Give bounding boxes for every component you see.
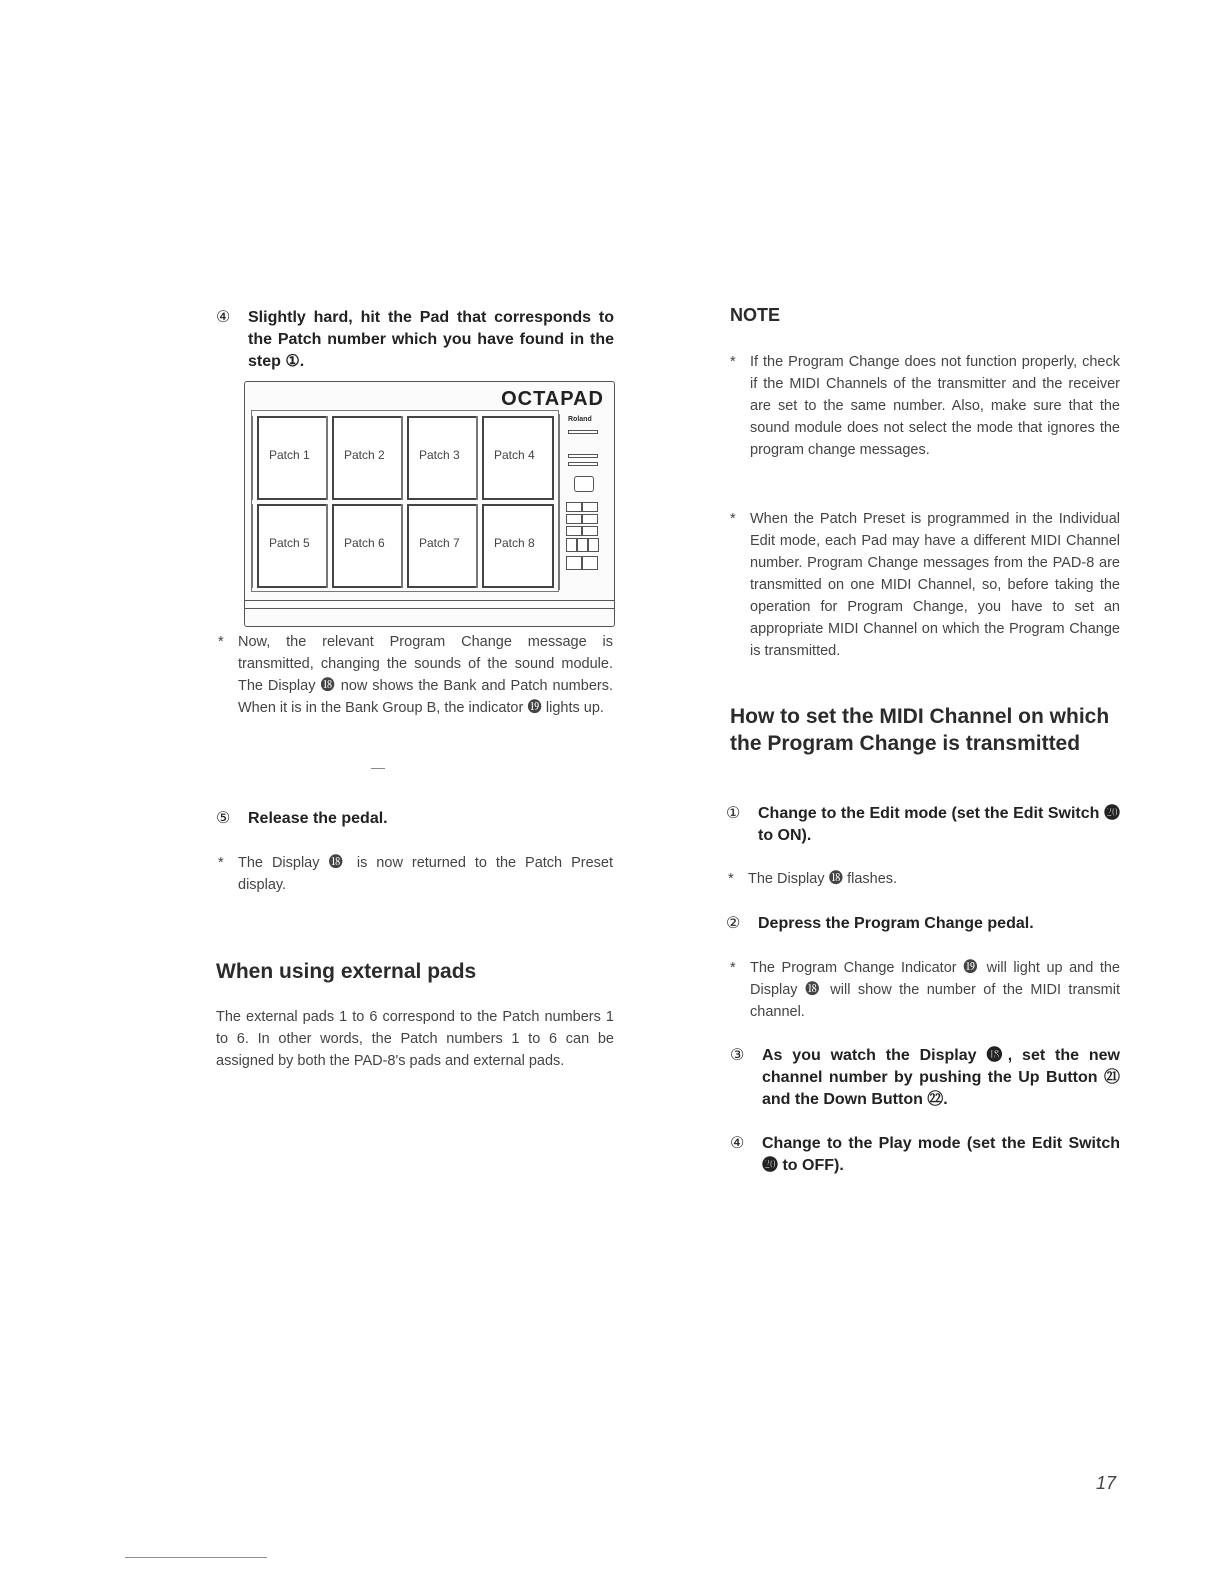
step-text: Change to the Play mode (set the Edit Switch ⓴ to OFF). xyxy=(762,1135,1120,1174)
note-title: NOTE xyxy=(730,305,781,325)
button-icon xyxy=(566,538,577,552)
note-midi-channels xyxy=(730,351,1120,461)
note-program-change-sent xyxy=(218,631,613,719)
step-1-instruction xyxy=(726,803,1120,847)
pad-label: Patch 3 xyxy=(419,448,460,462)
pad-label: Patch 1 xyxy=(269,448,310,462)
pad-label: Patch 6 xyxy=(344,536,385,550)
note-display-flashes xyxy=(728,868,1120,890)
external-pads-paragraph: The external pads 1 to 6 correspond to the Patch numbers 1 to 6. In other words, the Patch numbers 1 to 6 can be assigned by both the PAD-8's pads and external pads. xyxy=(216,1009,614,1069)
note-individual-edit xyxy=(730,508,1120,662)
button-icon xyxy=(582,556,598,570)
note-text: The Display ⓲ flashes. xyxy=(748,871,898,887)
page-number: 17 xyxy=(1096,1473,1117,1493)
display-window-icon xyxy=(574,476,594,492)
step-text: Change to the Edit mode (set the Edit Switch ⓴ to ON). xyxy=(758,805,1120,844)
note-text: The Display ⓲ is now returned to the Patch Preset display. xyxy=(238,855,613,893)
pad-patch-1 xyxy=(257,416,329,500)
button-icon xyxy=(577,538,588,552)
bullet-star: * xyxy=(218,634,224,650)
step-text: As you watch the Display ⓲, set the new channel number by pushing the Up Button ㉑ and the Down Button ㉒. xyxy=(762,1047,1120,1108)
step-number: ③ xyxy=(730,1047,745,1064)
step-4-instruction xyxy=(216,307,614,373)
pad-patch-7 xyxy=(407,504,479,588)
step-number: ⑤ xyxy=(216,810,231,827)
pad-label: Patch 4 xyxy=(494,448,535,462)
pad-label: Patch 5 xyxy=(269,536,310,550)
button-icon xyxy=(582,526,598,536)
bullet-star: * xyxy=(730,511,736,527)
control-panel xyxy=(559,414,600,590)
note-text: If the Program Change does not function properly, check if the MIDI Channels of the transmitter and the receiver are set to the same number. Also, make sure that the sound module does not select the mode that ignores the program change messages. xyxy=(750,354,1120,458)
mini-display xyxy=(568,430,598,434)
step-number: ④ xyxy=(730,1135,745,1152)
step-4-play-mode xyxy=(730,1133,1120,1177)
button-icon xyxy=(566,502,582,512)
device-base-line xyxy=(245,600,614,601)
button-icon xyxy=(588,538,599,552)
note-indicator-lights xyxy=(730,957,1120,1023)
roland-logo: Roland xyxy=(568,416,592,423)
footer-rule xyxy=(125,1557,267,1558)
pad-patch-6 xyxy=(332,504,404,588)
button-icon xyxy=(566,556,582,570)
mini-display xyxy=(568,454,598,458)
bullet-star: * xyxy=(728,871,734,887)
note-text: The Program Change Indicator ⓳ will light up and the Display ⓲ will show the number of the MIDI transmit channel. xyxy=(750,960,1120,1020)
step-5-instruction xyxy=(216,808,614,830)
button-icon xyxy=(582,502,598,512)
step-2-instruction xyxy=(726,913,1120,935)
pad-label: Patch 7 xyxy=(419,536,460,550)
bullet-star: * xyxy=(218,855,224,871)
octapad-illustration xyxy=(244,381,615,627)
pad-patch-5 xyxy=(257,504,329,588)
step-text: Release the pedal. xyxy=(248,810,388,827)
step-3-instruction xyxy=(730,1045,1120,1111)
pad-patch-8 xyxy=(482,504,554,588)
note-text: Now, the relevant Program Change message is transmitted, changing the sounds of the sound module. The Display ⓲ now shows the Bank and Patch numbers. When it is in the Bank Group B, the indicator ⓳ lights up. xyxy=(238,634,613,716)
button-icon xyxy=(566,526,582,536)
step-text: Depress the Program Change pedal. xyxy=(758,915,1034,932)
step-number: ④ xyxy=(216,309,231,326)
button-icon xyxy=(582,514,598,524)
octapad-logo: OCTAPAD xyxy=(501,388,604,410)
mini-display xyxy=(568,462,598,466)
pad-patch-3 xyxy=(407,416,479,500)
bullet-star: * xyxy=(730,354,736,370)
section-heading-midi-channel: How to set the MIDI Channel on which the Program Change is transmitted xyxy=(730,705,1110,755)
pad-patch-2 xyxy=(332,416,404,500)
note-text: When the Patch Preset is programmed in the Individual Edit mode, each Pad may have a different MIDI Channel number. Program Change messages from the PAD-8 are transmitted on one MIDI Channel, so, before taking the operation for Program Change, you have to set an appropriate MIDI Channel on which the Program Change is transmitted. xyxy=(750,511,1120,659)
device-base-line xyxy=(245,608,614,609)
pad-label: Patch 8 xyxy=(494,536,535,550)
pad-patch-4 xyxy=(482,416,554,500)
dash-mark xyxy=(371,768,385,769)
note-display-returned xyxy=(218,852,613,896)
step-number: ① xyxy=(726,805,741,822)
section-heading-external-pads: When using external pads xyxy=(216,960,477,983)
bullet-star: * xyxy=(730,960,736,976)
button-icon xyxy=(566,514,582,524)
step-number: ② xyxy=(726,915,741,932)
pad-label: Patch 2 xyxy=(344,448,385,462)
step-text: Slightly hard, hit the Pad that corresponds to the Patch number which you have found in the step ①. xyxy=(248,309,614,370)
